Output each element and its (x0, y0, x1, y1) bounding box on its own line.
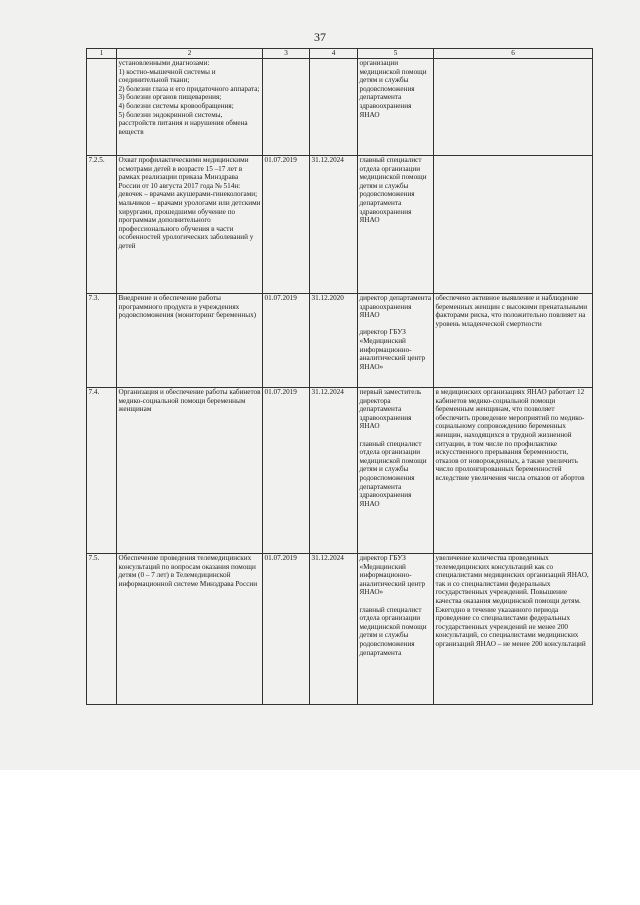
responsible-person: директор департамента здравоохранения ЯНАО (359, 294, 432, 320)
responsible-person: директор ГБУЗ «Медицинский информационно-аналитический центр ЯНАО» (359, 328, 426, 371)
table-row (87, 554, 593, 705)
table-row (87, 156, 593, 294)
start-date: 01.07.2019 (263, 388, 310, 554)
expected-result (434, 156, 593, 294)
column-header: 3 (263, 49, 310, 59)
page-number: 37 (314, 30, 326, 44)
expected-result: в медицинских организациях ЯНАО работает 12 кабинетов медико-социальной помощи беременным женщинам, что позволяет обеспечить проведение мероприятий по медико-социальному сопровождению беременных женщин, находящихся в трудной жизненной ситуации, в том числе по профилактике искусственного прерывания беременности, отказов от новорожденных, а также увеличить число пролонгированных беременностей вследствие увеличения числа отказов от абортов (434, 388, 593, 554)
table-row (87, 294, 593, 388)
column-header: 6 (434, 49, 593, 59)
event-description: Охват профилактическими медицинскими осмотрами детей в возрасте 15 –17 лет в рамках реализации приказа Минздрава России от 10 августа 2017 года № 514н: девочек – врачами акушерами-гинекологами; мальчиков – врачами урологами или детскими хирургами, прошедшими обучение по программам дополнительного профессионального обучения в части особенностей урологических заболеваний у детей (117, 156, 263, 294)
column-header: 4 (310, 49, 358, 59)
expected-result: обеспечено активное выявление и наблюдение беременных женщин с высокими пренатальными факторами риска, что положительно повлияет на уровень младенческой смертности (434, 294, 593, 388)
responsible-person: первый заместитель директора департамента здравоохранения ЯНАО (359, 388, 422, 431)
column-number-row (87, 49, 593, 59)
responsible-cell (358, 156, 434, 294)
responsible-cell (358, 294, 434, 388)
responsible-cell (358, 388, 434, 554)
event-description: Обеспечение проведения телемедицинских консультаций по вопросам оказания помощи детям (0 – 7 лет) в Телемедицинской информационной системе Минздрава России (117, 554, 263, 705)
responsible-cell (358, 554, 434, 705)
end-date: 31.12.2024 (310, 156, 358, 294)
responsible-person: главный специалист отдела организации медицинской помощи детям и службы родовспоможения департамента здравоохранения ЯНАО (359, 439, 427, 508)
table-row (87, 388, 593, 554)
item-number: 7.3. (87, 294, 117, 388)
responsible-person: главный специалист отдела организации медицинской помощи детям и службы родовспоможения департамента здравоохранения ЯНАО (359, 156, 427, 225)
expected-result (434, 59, 593, 156)
column-header: 1 (87, 49, 117, 59)
activity-table (86, 48, 593, 705)
start-date (263, 59, 310, 156)
end-date (310, 59, 358, 156)
table-row (87, 59, 593, 156)
expected-result: увеличение количества проведенных телемедицинских консультаций как со специалистами медицинских организаций ЯНАО, так и со специалистами федеральных государственных учреждений. Повышение качества оказания медицинской помощи детям. Ежегодно в течение указанного периода проведение со специалистами федеральных государственных учреждений не менее 200 консультаций, со специалистами медицинских организаций ЯНАО – не менее 200 консультаций (434, 554, 593, 705)
responsible-cell (358, 59, 434, 156)
column-header: 2 (117, 49, 263, 59)
item-number: 7.2.5. (87, 156, 117, 294)
item-number: 7.5. (87, 554, 117, 705)
item-number: 7.4. (87, 388, 117, 554)
event-description: Внедрение и обеспечение работы программного продукта в учреждениях родовспоможения (мониторинг беременных) (117, 294, 263, 388)
start-date: 01.07.2019 (263, 554, 310, 705)
end-date: 31.12.2024 (310, 554, 358, 705)
start-date: 01.07.2019 (263, 294, 310, 388)
responsible-person: главный специалист отдела организации медицинской помощи детям и службы родовспоможения департамента (359, 605, 427, 657)
responsible-person: организации медицинской помощи детям и службы родовспоможения департамента здравоохранения ЯНАО (359, 59, 427, 119)
end-date: 31.12.2024 (310, 388, 358, 554)
responsible-person: директор ГБУЗ «Медицинский информационно-аналитический центр ЯНАО» (359, 554, 426, 597)
end-date: 31.12.2020 (310, 294, 358, 388)
column-header: 5 (358, 49, 434, 59)
event-description: Организация и обеспечение работы кабинетов медико-социальной помощи беременным женщинам (117, 388, 263, 554)
item-number (87, 59, 117, 156)
event-description: установленными диагнозами: 1) костно-мышечной системы и соединительной ткани; 2) болезни глаза и его придаточного аппарата; 3) болезни органов пищеварения; 4) болезни системы кровообращения; 5) болезни эндокринной системы, расстройств питания и нарушения обмена веществ (117, 59, 263, 156)
start-date: 01.07.2019 (263, 156, 310, 294)
